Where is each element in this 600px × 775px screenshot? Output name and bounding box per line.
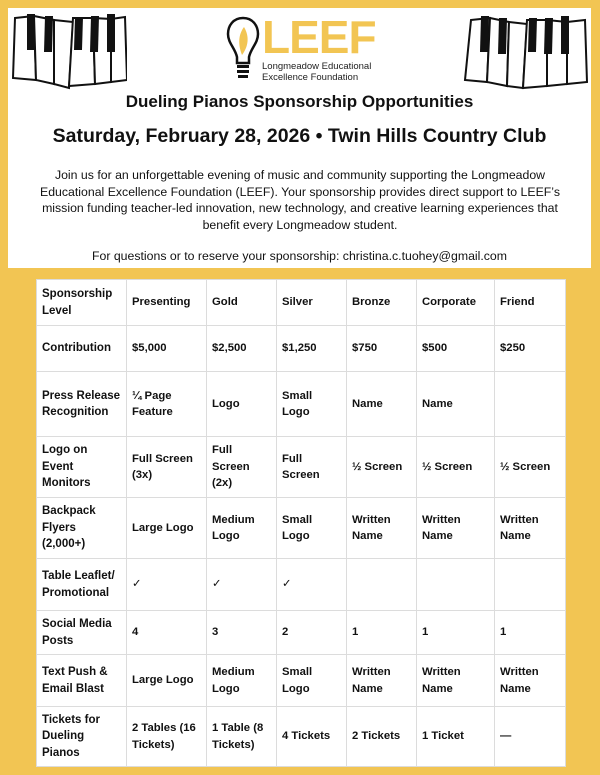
table-row: [37, 437, 566, 498]
table-cell: Name: [347, 372, 417, 437]
row-label: Table Leaflet/ Promotional: [37, 559, 127, 611]
table-cell: Logo: [207, 372, 277, 437]
table-cell: Written Name: [347, 655, 417, 707]
table-cell: $5,000: [127, 326, 207, 372]
table-cell: Written Name: [495, 655, 566, 707]
column-header: Friend: [495, 280, 566, 326]
table-row: [37, 498, 566, 559]
table-cell: 1: [417, 611, 495, 655]
table-cell: Full Screen: [277, 437, 347, 498]
table-row: [37, 326, 566, 372]
checkmark-icon: ✓: [127, 559, 207, 611]
row-label: Backpack Flyers (2,000+): [37, 498, 127, 559]
table-cell: [417, 559, 495, 611]
row-label: Social Media Posts: [37, 611, 127, 655]
row-label: Tickets for Dueling Pianos: [37, 707, 127, 767]
table-cell: [495, 372, 566, 437]
table-cell: Written Name: [417, 655, 495, 707]
table-cell: $250: [495, 326, 566, 372]
table-cell: Full Screen (3x): [127, 437, 207, 498]
row-label: Text Push & Email Blast: [37, 655, 127, 707]
table-cell: 1 Ticket: [417, 707, 495, 767]
table-cell: $750: [347, 326, 417, 372]
checkmark-icon: ✓: [207, 559, 277, 611]
table-row: [37, 611, 566, 655]
row-label: Contribution: [37, 326, 127, 372]
intro-paragraph: Join us for an unforgettable evening of music and community supporting the Longmeadow Educational Excellence Foundation (LEEF). Your sponsorship provides direct support to LEEF’s mission funding teacher-led innovation, new technology, and creative learning experiences that benefit every Longmeadow student.: [40, 168, 560, 232]
table-header-row: [37, 280, 566, 326]
column-header: Silver: [277, 280, 347, 326]
logo-wordmark: LEEF: [262, 11, 376, 63]
table-cell: 1: [347, 611, 417, 655]
table-cell: 2 Tickets: [347, 707, 417, 767]
table-cell: 2: [277, 611, 347, 655]
table-cell: [495, 559, 566, 611]
table-cell: ½ Screen: [347, 437, 417, 498]
table-cell: —: [495, 707, 566, 767]
table-cell: Medium Logo: [207, 498, 277, 559]
table-cell: 4 Tickets: [277, 707, 347, 767]
table-row: [37, 372, 566, 437]
column-header: Bronze: [347, 280, 417, 326]
table-cell: Written Name: [417, 498, 495, 559]
table-cell: $2,500: [207, 326, 277, 372]
table-cell: ¼ Page Feature: [127, 372, 207, 437]
piano-keys-icon: [459, 8, 589, 90]
leef-logo: [226, 11, 386, 85]
checkmark-icon: ✓: [277, 559, 347, 611]
table-cell: Small Logo: [277, 655, 347, 707]
event-date-venue: Saturday, February 28, 2026 • Twin Hills Country Club: [52, 125, 547, 147]
table-cell: $500: [417, 326, 495, 372]
table-row: [37, 655, 566, 707]
row-label: Logo on Event Monitors: [37, 437, 127, 498]
sponsorship-table: [36, 279, 566, 767]
table-cell: Small Logo: [277, 498, 347, 559]
page-title: Dueling Pianos Sponsorship Opportunities: [125, 92, 474, 111]
column-header: Corporate: [417, 280, 495, 326]
table-row: [37, 559, 566, 611]
table-cell: Medium Logo: [207, 655, 277, 707]
table-cell: [347, 559, 417, 611]
table-cell: Written Name: [495, 498, 566, 559]
table-cell: 1 Table (8 Tickets): [207, 707, 277, 767]
table-cell: 2 Tables (16 Tickets): [127, 707, 207, 767]
piano-keys-icon: [7, 8, 127, 90]
table-cell: Large Logo: [127, 655, 207, 707]
table-cell: Small Logo: [277, 372, 347, 437]
table-cell: 4: [127, 611, 207, 655]
table-row: [37, 707, 566, 767]
table-cell: 1: [495, 611, 566, 655]
table-cell: Full Screen (2x): [207, 437, 277, 498]
table-cell: Written Name: [347, 498, 417, 559]
table-cell: Large Logo: [127, 498, 207, 559]
table-cell: $1,250: [277, 326, 347, 372]
column-header: Gold: [207, 280, 277, 326]
row-label: Press Release Recognition: [37, 372, 127, 437]
table-cell: ½ Screen: [417, 437, 495, 498]
contact-line: For questions or to reserve your sponsorship: christina.c.tuohey@gmail.com: [91, 249, 508, 263]
logo-org-name: Longmeadow Educational Excellence Foundation: [262, 61, 372, 83]
lightbulb-icon: [226, 15, 260, 81]
table-cell: Name: [417, 372, 495, 437]
column-header: Sponsorship Level: [37, 280, 127, 326]
column-header: Presenting: [127, 280, 207, 326]
table-cell: ½ Screen: [495, 437, 566, 498]
table-cell: 3: [207, 611, 277, 655]
